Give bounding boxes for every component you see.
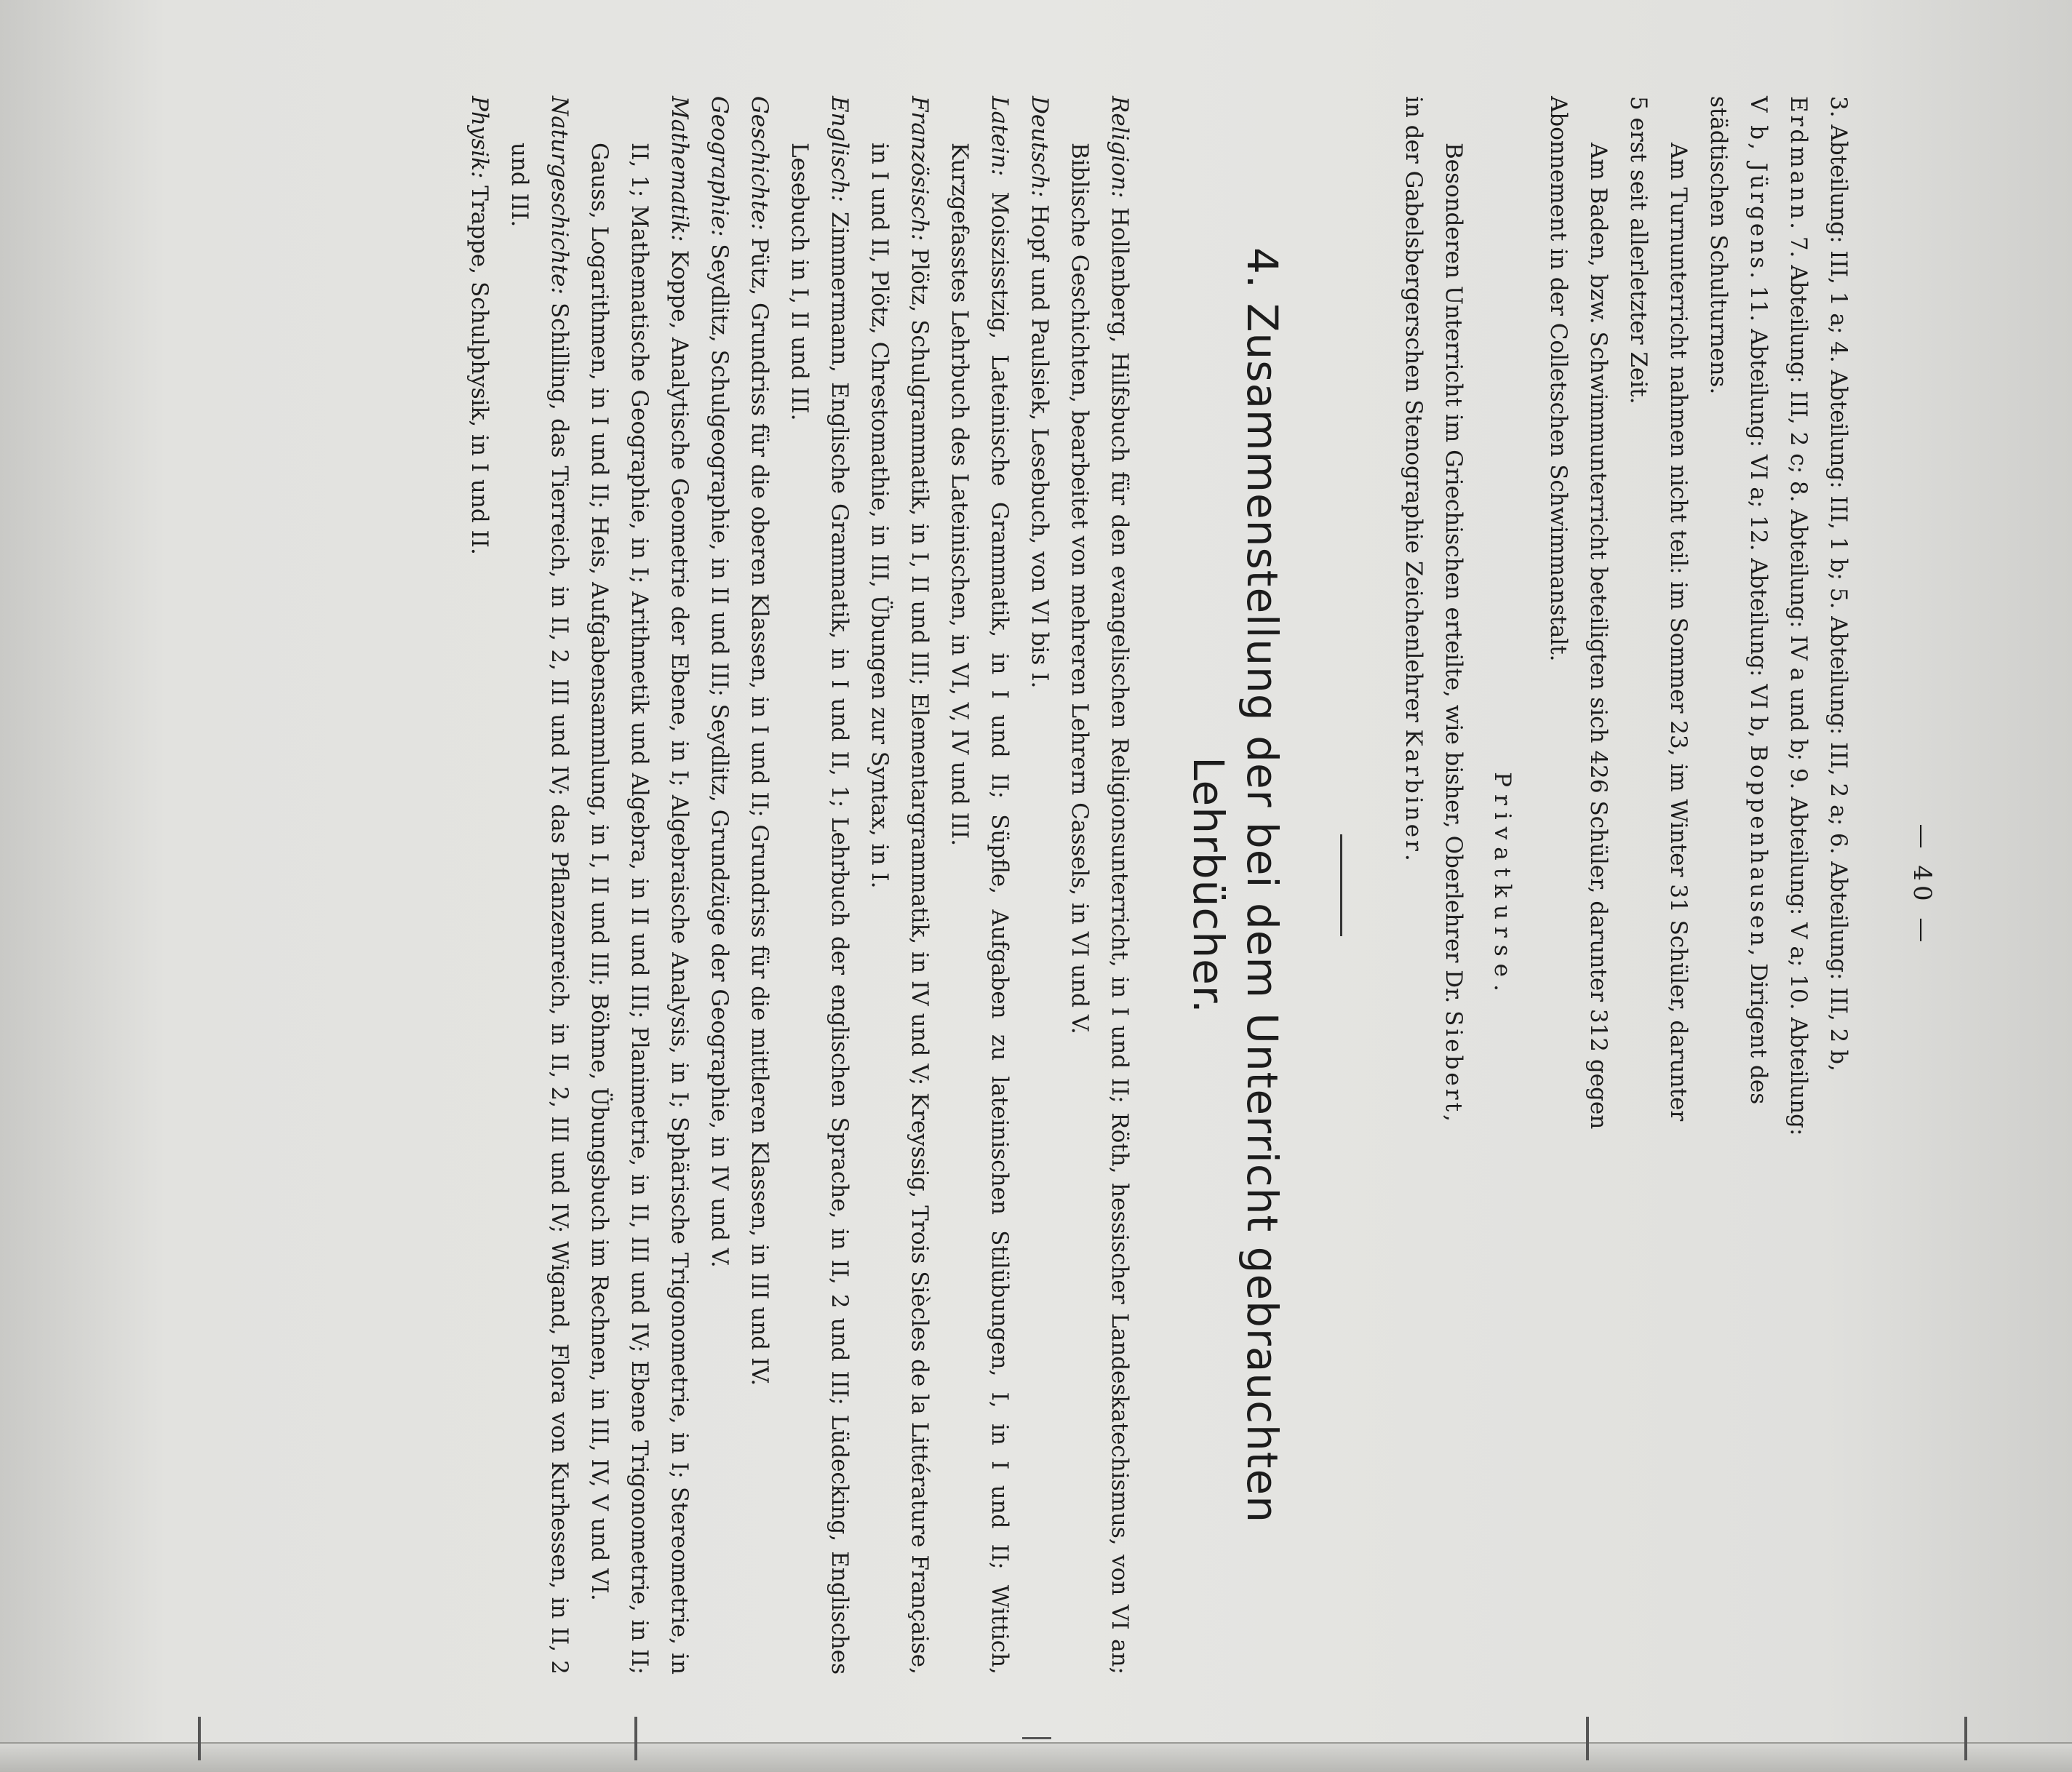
textbook-list <box>459 96 1139 1675</box>
subject-name: Deutsch: <box>1027 96 1053 198</box>
subject-name: Religion: <box>1107 96 1133 199</box>
subject-books: Koppe, Analytische Geometrie der Ebene, in I; Algebraische Analysis, in I; Sphärische Trigonometrie, in I; Stereometrie, in II, 1; Mathematische Geographie, in I; Arithmetik und Algebra, in II und III; Planimetrie, in II, III und IV; Ebene Trigonometrie, in II; Gauss, Logarithmen, in I und II; Heis, Aufgabensammlung, in I, II und III; Böhme, Übungsbuch im Rechnen, in III, IV, V und VI. <box>586 143 693 1675</box>
turn-groups-text: , Dirigent des <box>1745 949 1772 1105</box>
turn-groups-text: . 7. Abteilung: III, 2 c; 8. Abteilung: IV a und b; 9. Abteilung: V a; 10. Abteilung: <box>1785 222 1812 1136</box>
book-binding-edge <box>0 1742 2072 1772</box>
subject-name: Physik: <box>466 96 493 179</box>
teacher-name: Boppenhausen <box>1745 745 1772 949</box>
privatkurse-label: Privatkurse. <box>1489 772 1515 999</box>
subject-books: Hollenberg, Hilfsbuch für den evangelischen Religionsunterricht, in I und II; Röth, hessischer Landeskatechismus, von VI an; Biblische Geschichten, bearbeitet von mehreren Lehrern Cassels, in VI und V. <box>1067 143 1133 1675</box>
subject-books: Zimmermann, Englische Grammatik, in I und II, 1; Lehrbuch der englischen Sprache, in II, 2 und III; Lüdecking, Englisches Lesebuch in I, II und III. <box>786 143 853 1675</box>
rotated-page <box>108 60 1964 1711</box>
section-heading-line: 4. Zusammenstellung der bei dem Unterricht gebrauchten <box>1238 247 1287 1523</box>
subject-entry <box>779 96 859 1675</box>
subject-entry <box>1059 96 1139 1675</box>
binding-stitch <box>634 1717 637 1760</box>
subject-books: Plötz, Schulgrammatik, in I, II und III; Elementargrammatik, in IV und V; Kreyssig, Trois Siècles de la Littérature Française, in I und II, Plötz, Chrestomathie, in III, Übungen zur Syntax, in I. <box>866 143 933 1675</box>
page-number: — 40 — <box>1908 823 1937 947</box>
subject-books: Moiszisstzig, Lateinische Grammatik, in I und II; Süpfle, Aufgaben zu lateinischen Stilübungen, I, in I und II; Wittich, Kurzgefasstes Lehrbuch des Lateinischen, in VI, V, IV und III. <box>947 143 1013 1675</box>
binding-stitch <box>1964 1717 1967 1760</box>
section-divider <box>1340 834 1342 936</box>
privatkurse-text: . <box>1400 853 1427 861</box>
turn-exemption-line: 5 erst seit allerletzter Zeit. <box>1625 96 1651 404</box>
binding-stitch <box>1586 1717 1589 1760</box>
subject-name: Geschichte: <box>746 96 773 231</box>
subject-books: Seydlitz, Schulgeographie, in II und III; Seydlitz, Grundzüge der Geographie, in IV und V. <box>706 244 733 1268</box>
section-heading <box>1182 96 1289 1675</box>
subject-entry <box>1019 96 1059 1675</box>
turn-groups-line <box>1778 96 1818 1675</box>
privatkurse-text: Besonderen Unterricht im Griechischen erteilte, wie bisher, Oberlehrer Dr. <box>1441 143 1467 1011</box>
subject-entry <box>939 96 1019 1675</box>
section-heading-line: Lehrbücher. <box>1184 757 1233 1014</box>
subject-entry <box>699 96 739 1675</box>
turn-groups-line <box>1738 96 1778 1675</box>
subject-name: Latein: <box>987 96 1013 177</box>
privatkurse-text: in der Gabelsbergerschen Stenographie Zeichenlehrer <box>1400 96 1427 730</box>
teacher-name: Erdmann <box>1785 96 1812 223</box>
subject-entry <box>459 96 499 1675</box>
swimming-line: Am Baden, bzw. Schwimmunterricht beteiligten sich 426 Schüler, darunter 312 gegen <box>1585 143 1611 1130</box>
subject-entry <box>739 96 779 1675</box>
privatkurse-line <box>1433 96 1473 1675</box>
turn-groups-line: städtischen Schulturnens. <box>1705 96 1732 395</box>
subject-name: Geographie: <box>706 96 733 237</box>
subject-books: Pütz, Grundriss für die oberen Klassen, in I und II; Grundriss für die mittleren Klassen, in III und IV. <box>746 237 773 1386</box>
turn-groups-line: 3. Abteilung: III, 1 a; 4. Abteilung: III, 1 b; 5. Abteilung: III, 2 a; 6. Abteilung: III, 2 b, <box>1825 96 1852 1071</box>
teacher-name: Karbiner <box>1400 729 1427 854</box>
privatkurse-text: , <box>1441 1114 1467 1122</box>
subject-name: Mathematik: <box>666 96 693 242</box>
binding-stitch <box>198 1717 201 1760</box>
subject-books: Schilling, das Tierreich, in II, 2, III und IV; das Pflanzenreich, in II, 2, III und IV; Wigand, Flora von Kurhessen, in II, 2 und III. <box>506 143 573 1675</box>
turn-groups-text: . 11. Abteilung: VI a; 12. Abteilung: VI b, <box>1745 271 1772 746</box>
subject-name: Naturgeschichte: <box>546 96 573 295</box>
binding-stitch <box>1022 1737 1051 1739</box>
teacher-name: Siebert <box>1441 1010 1467 1115</box>
document-page <box>108 60 1964 1711</box>
subject-name: Französisch: <box>906 96 933 242</box>
swimming-line: Abonnement in der Colletschen Schwimmanstalt. <box>1545 96 1571 662</box>
turn-exemption-line: Am Turnunterricht nahmen nicht teil: im Sommer 23, im Winter 31 Schüler, darunter <box>1665 143 1692 1122</box>
subject-books: Trappe, Schulphysik, in I und II. <box>466 185 493 555</box>
privatkurse-line <box>1393 96 1433 1675</box>
subject-entry <box>579 96 699 1675</box>
teacher-name: V b, Jürgens <box>1745 96 1772 272</box>
subject-books: Hopf und Paulsiek, Lesebuch, von VI bis I. <box>1027 204 1053 689</box>
subject-entry <box>499 96 579 1675</box>
subject-entry <box>859 96 939 1675</box>
subject-name: Englisch: <box>826 96 853 202</box>
